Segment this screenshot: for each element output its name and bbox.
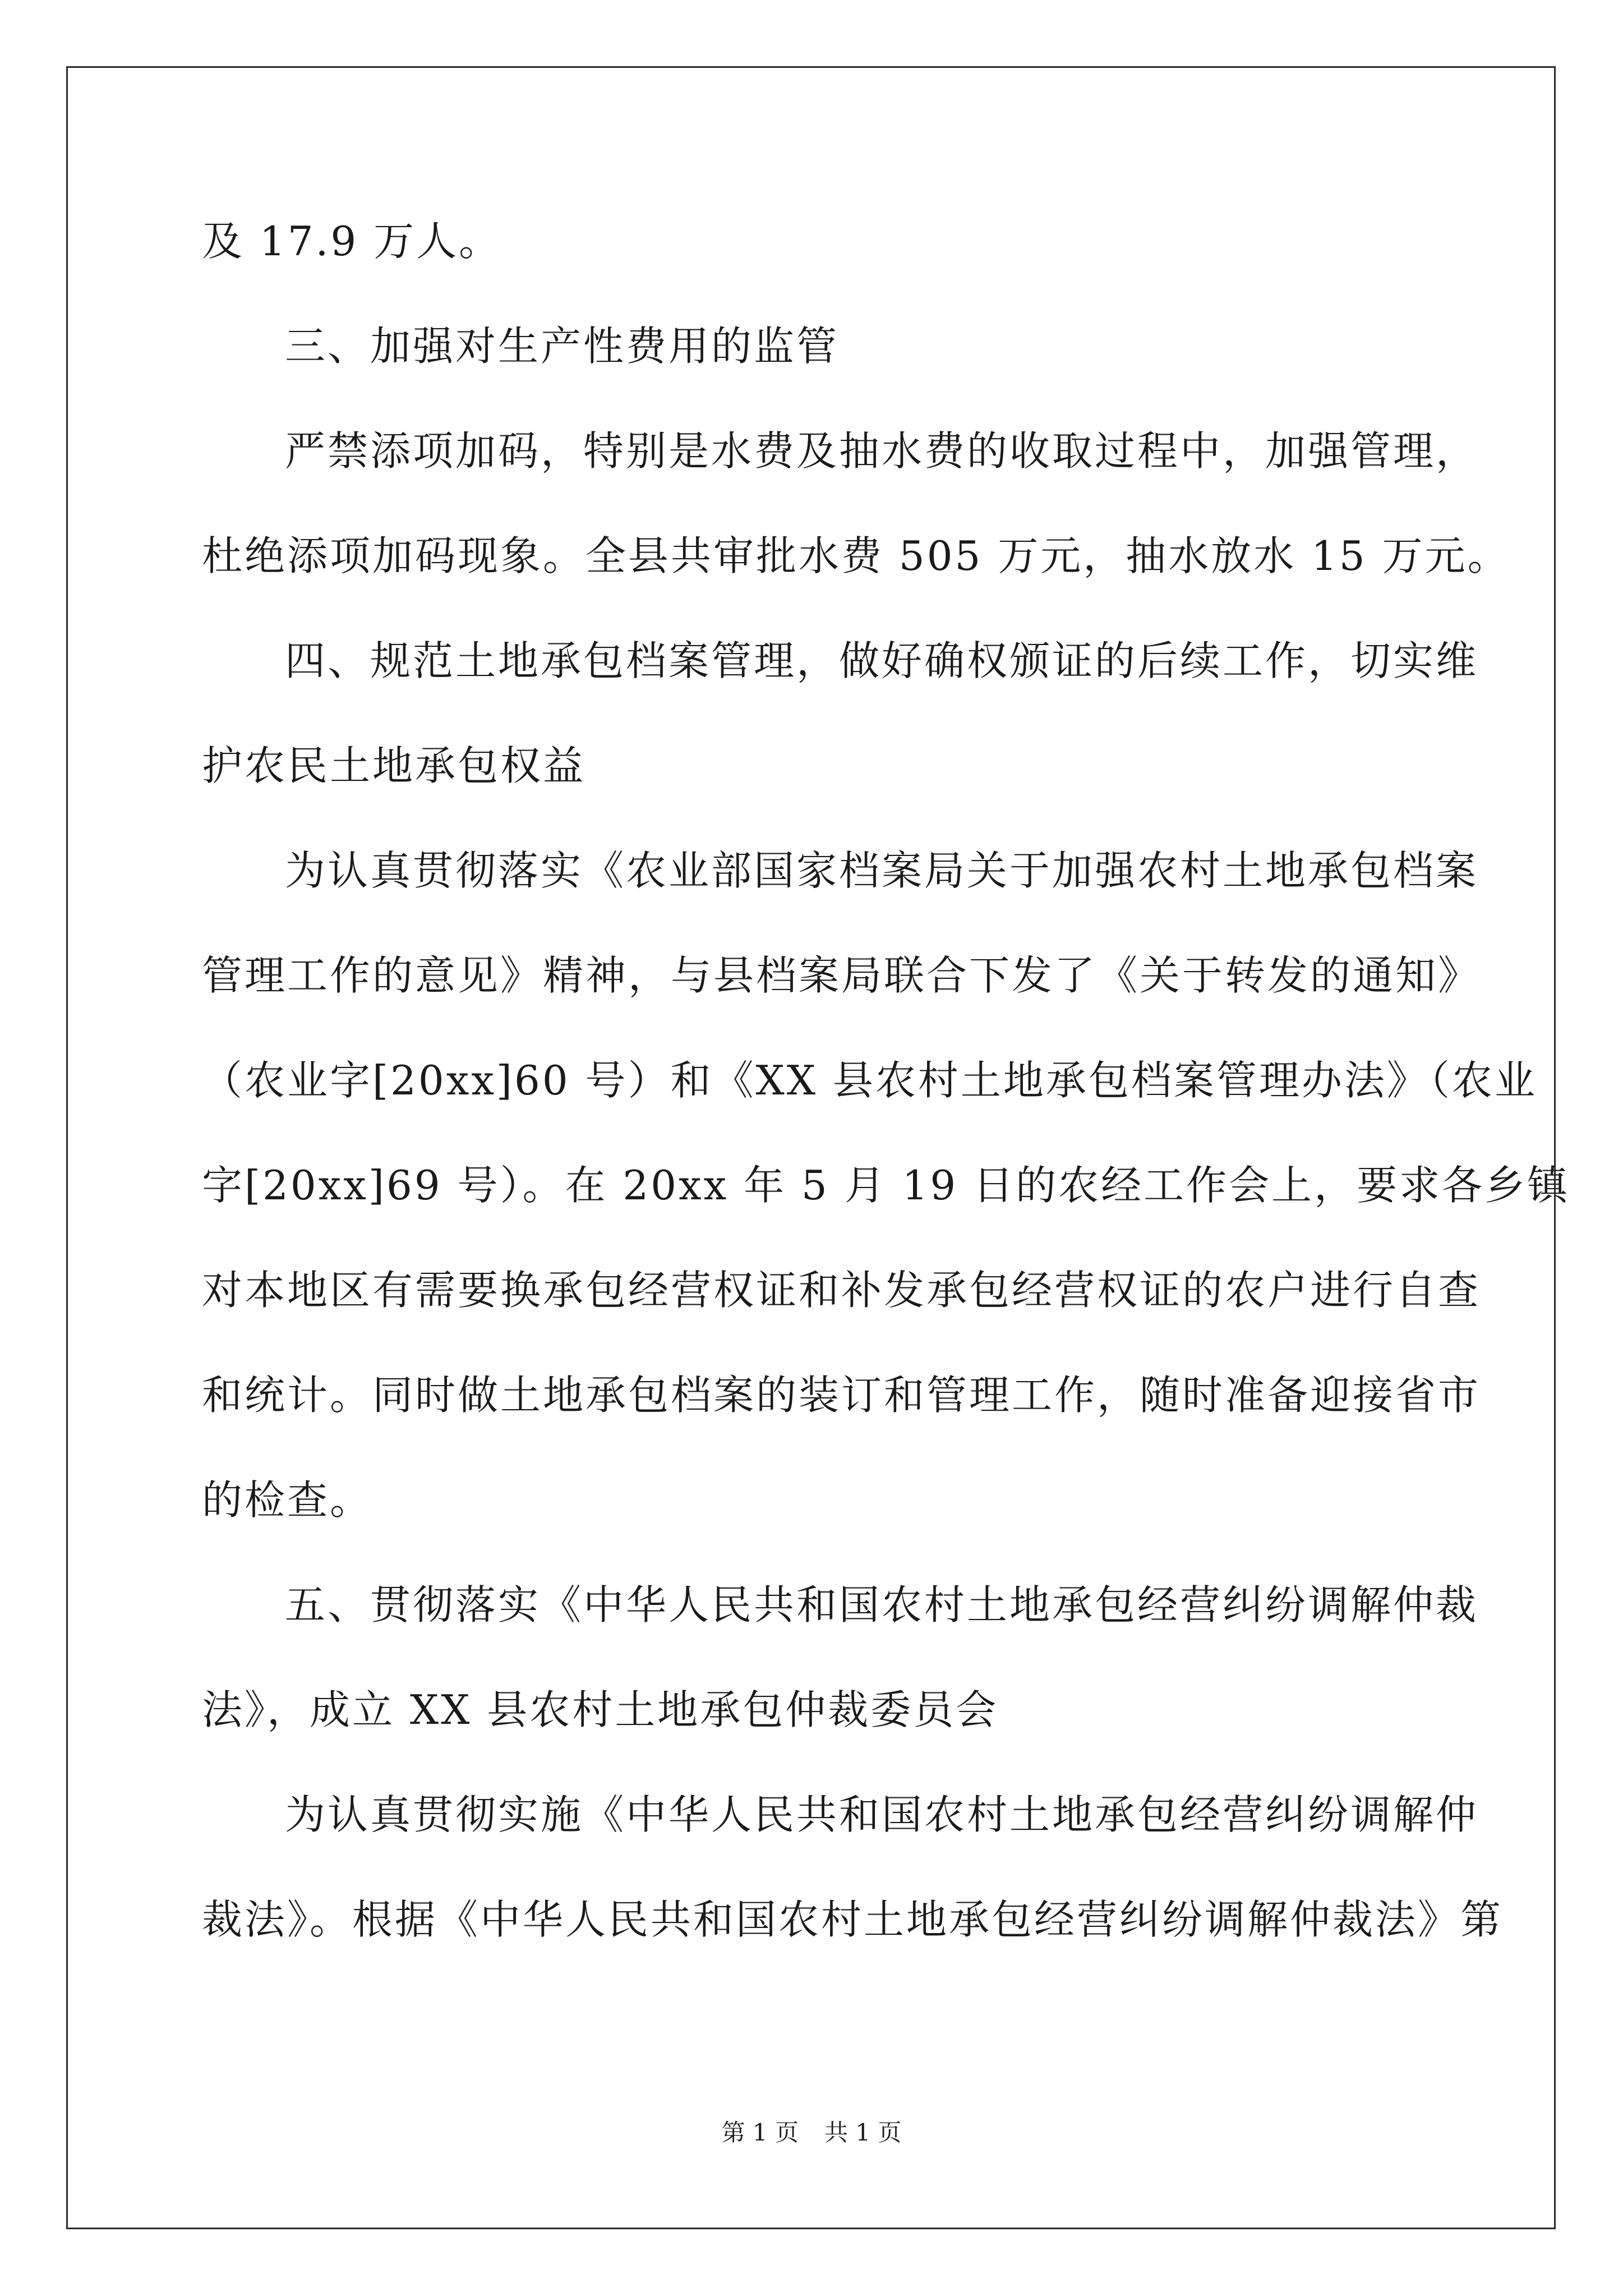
text-line: 裁法》。根据《中华人民共和国农村土地承包经营纠纷调解仲裁法》第 xyxy=(202,1896,1504,1943)
page-number: 第 1 页 xyxy=(721,2119,799,2146)
page-total: 共 1 页 xyxy=(824,2119,902,2146)
text-line: 管理工作的意见》精神，与县档案局联合下发了《关于转发的通知》 xyxy=(202,952,1481,999)
text-line: 杜绝添项加码现象。全县共审批水费 505 万元，抽水放水 15 万元。 xyxy=(202,532,1510,579)
text-line: 的检查。 xyxy=(202,1476,373,1524)
text-line: 及 17.9 万人。 xyxy=(202,218,502,265)
section-heading-3: 三、加强对生产性费用的监管 xyxy=(285,323,840,370)
text-line: 为认真贯彻落实《农业部国家档案局关于加强农村土地承包档案 xyxy=(285,847,1479,894)
text-line: 严禁添项加码，特别是水费及抽水费的收取过程中，加强管理， xyxy=(285,427,1479,475)
section-heading-5: 五、贯彻落实《中华人民共和国农村土地承包经营纠纷调解仲裁 xyxy=(285,1581,1479,1628)
text-line: （农业字[20xx]60 号）和《XX 县农村土地承包档案管理办法》（农业 xyxy=(202,1057,1537,1104)
text-line: 为认真贯彻实施《中华人民共和国农村土地承包经营纠纷调解仲 xyxy=(285,1791,1479,1838)
text-line: 和统计。同时做土地承包档案的装订和管理工作，随时准备迎接省市 xyxy=(202,1372,1481,1419)
text-line: 对本地区有需要换承包经营权证和补发承包经营权证的农户进行自查 xyxy=(202,1267,1481,1314)
section-heading-4-cont: 护农民土地承包权益 xyxy=(202,742,586,789)
section-heading-4: 四、规范土地承包档案管理，做好确权颁证的后续工作，切实维 xyxy=(285,637,1479,684)
page-footer xyxy=(0,2116,1623,2150)
section-heading-5-cont: 法》，成立 XX 县农村土地承包仲裁委员会 xyxy=(202,1686,999,1733)
text-line: 字[20xx]69 号）。在 20xx 年 5 月 19 日的农经工作会上，要求各乡镇 xyxy=(202,1162,1570,1209)
